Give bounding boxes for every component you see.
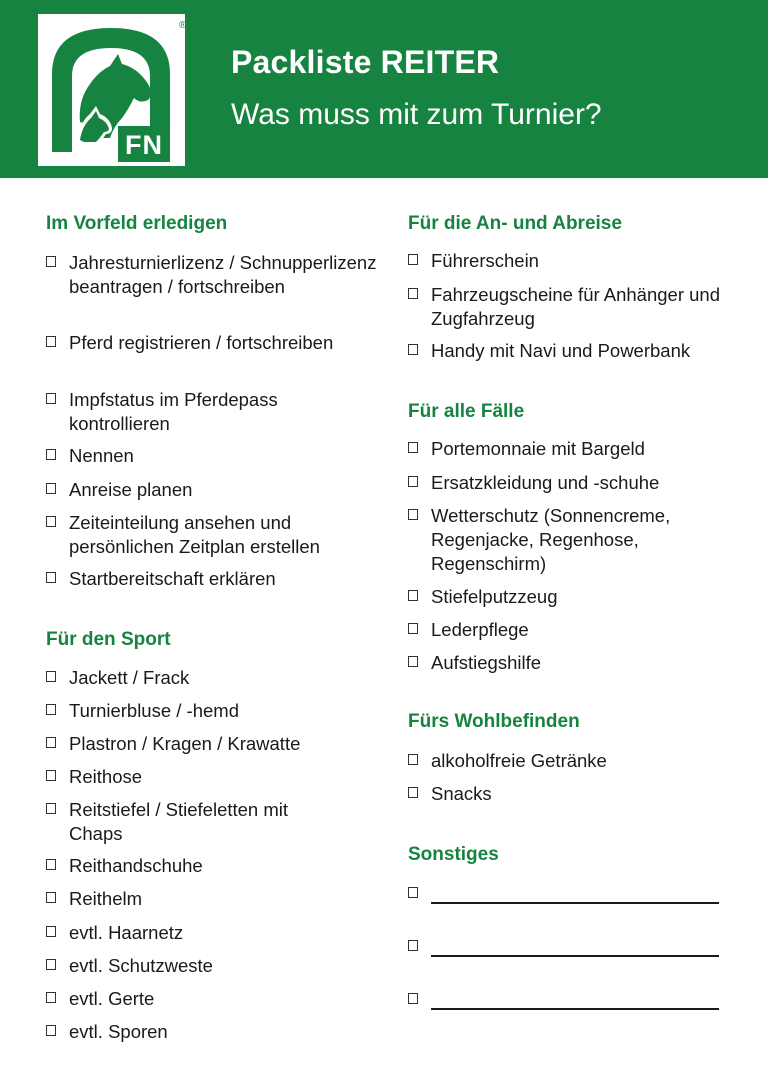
checkbox[interactable]: [46, 926, 56, 937]
item-label: Wetterschutz (Sonnencreme, Regenjacke, Regenhose, Regenschirm): [431, 505, 671, 574]
checkbox[interactable]: [46, 256, 56, 267]
checkbox[interactable]: [408, 254, 418, 265]
item-label: Handy mit Navi und Powerbank: [431, 340, 691, 361]
item-label: Zeiteinteilung ansehen und persönlichen Zeitplan erstellen: [69, 512, 320, 557]
item-label: Aufstiegshilfe: [431, 652, 542, 673]
item-label: Jahresturnierlizenz / Schnupperlizenz beantragen / fortschreiben: [69, 252, 377, 297]
logo-text: FN: [125, 130, 163, 160]
checkbox[interactable]: [408, 787, 418, 798]
checkbox[interactable]: [46, 336, 56, 347]
checkbox[interactable]: [408, 623, 418, 634]
item-label: evtl. Gerte: [69, 988, 155, 1009]
checkbox[interactable]: [408, 656, 418, 667]
item-label: Fahrzeugscheine für Anhänger und Zugfahrzeug: [431, 284, 721, 329]
checkbox[interactable]: [408, 993, 418, 1004]
header-banner: [0, 0, 768, 178]
checkbox[interactable]: [46, 1025, 56, 1036]
registered-mark: ®: [179, 20, 187, 31]
checkbox[interactable]: [408, 754, 418, 765]
section-title-vorfeld: Im Vorfeld erledigen: [46, 213, 228, 234]
item-label: Portemonnaie mit Bargeld: [431, 438, 645, 459]
item-label: Lederpflege: [431, 619, 529, 640]
item-label: Reithose: [69, 766, 143, 787]
item-label: Ersatzkleidung und -schuhe: [431, 472, 660, 493]
fn-logo: [38, 14, 185, 166]
item-label: Snacks: [431, 783, 492, 804]
item-label: Führerschein: [431, 250, 539, 271]
checkbox[interactable]: [46, 992, 56, 1003]
checkbox[interactable]: [46, 859, 56, 870]
item-label: Reithandschuhe: [69, 855, 203, 876]
item-label: Stiefelputzzeug: [431, 586, 558, 607]
checkbox[interactable]: [46, 737, 56, 748]
checkbox[interactable]: [408, 476, 418, 487]
item-label: Reitstiefel / Stiefeletten mit Chaps: [69, 799, 289, 844]
checkbox[interactable]: [408, 344, 418, 355]
item-label: Startbereitschaft erklären: [69, 568, 276, 589]
checkbox[interactable]: [408, 288, 418, 299]
item-label: Turnierbluse / -hemd: [69, 700, 239, 721]
item-label: Anreise planen: [69, 479, 193, 500]
item-label: Pferd registrieren / fortschreiben: [69, 332, 334, 353]
item-label: evtl. Sporen: [69, 1021, 168, 1042]
section-title-anreise: Für die An- und Abreise: [408, 213, 622, 234]
section-title-faelle: Für alle Fälle: [408, 401, 525, 422]
checkbox[interactable]: [46, 803, 56, 814]
checkbox[interactable]: [408, 887, 418, 898]
item-label: Jackett / Frack: [69, 667, 190, 688]
checkbox[interactable]: [46, 572, 56, 583]
fill-in-line[interactable]: [431, 902, 719, 904]
item-label: evtl. Haarnetz: [69, 922, 184, 943]
item-label: Impfstatus im Pferdepass kontrollieren: [69, 389, 278, 434]
checkbox[interactable]: [46, 516, 56, 527]
section-title-sonstiges: Sonstiges: [408, 844, 499, 865]
checkbox[interactable]: [46, 770, 56, 781]
checkbox[interactable]: [408, 509, 418, 520]
item-label: evtl. Schutzweste: [69, 955, 213, 976]
item-label: Nennen: [69, 445, 134, 466]
checkbox[interactable]: [46, 483, 56, 494]
item-label: Plastron / Kragen / Krawatte: [69, 733, 301, 754]
checkbox[interactable]: [408, 590, 418, 601]
fill-in-line[interactable]: [431, 955, 719, 957]
section-title-wohlbefinden: Fürs Wohlbefinden: [408, 711, 580, 732]
item-label: Reithelm: [69, 888, 142, 909]
item-label: alkoholfreie Getränke: [431, 750, 607, 771]
checkbox[interactable]: [46, 393, 56, 404]
checkbox[interactable]: [46, 449, 56, 460]
fill-in-line[interactable]: [431, 1008, 719, 1010]
section-title-sport: Für den Sport: [46, 629, 171, 650]
page-title: Packliste REITER: [231, 44, 500, 80]
checkbox[interactable]: [408, 442, 418, 453]
checkbox[interactable]: [46, 671, 56, 682]
checkbox[interactable]: [46, 704, 56, 715]
checkbox[interactable]: [46, 959, 56, 970]
checkbox[interactable]: [46, 892, 56, 903]
checkbox[interactable]: [408, 940, 418, 951]
page-subtitle: Was muss mit zum Turnier?: [231, 98, 602, 131]
